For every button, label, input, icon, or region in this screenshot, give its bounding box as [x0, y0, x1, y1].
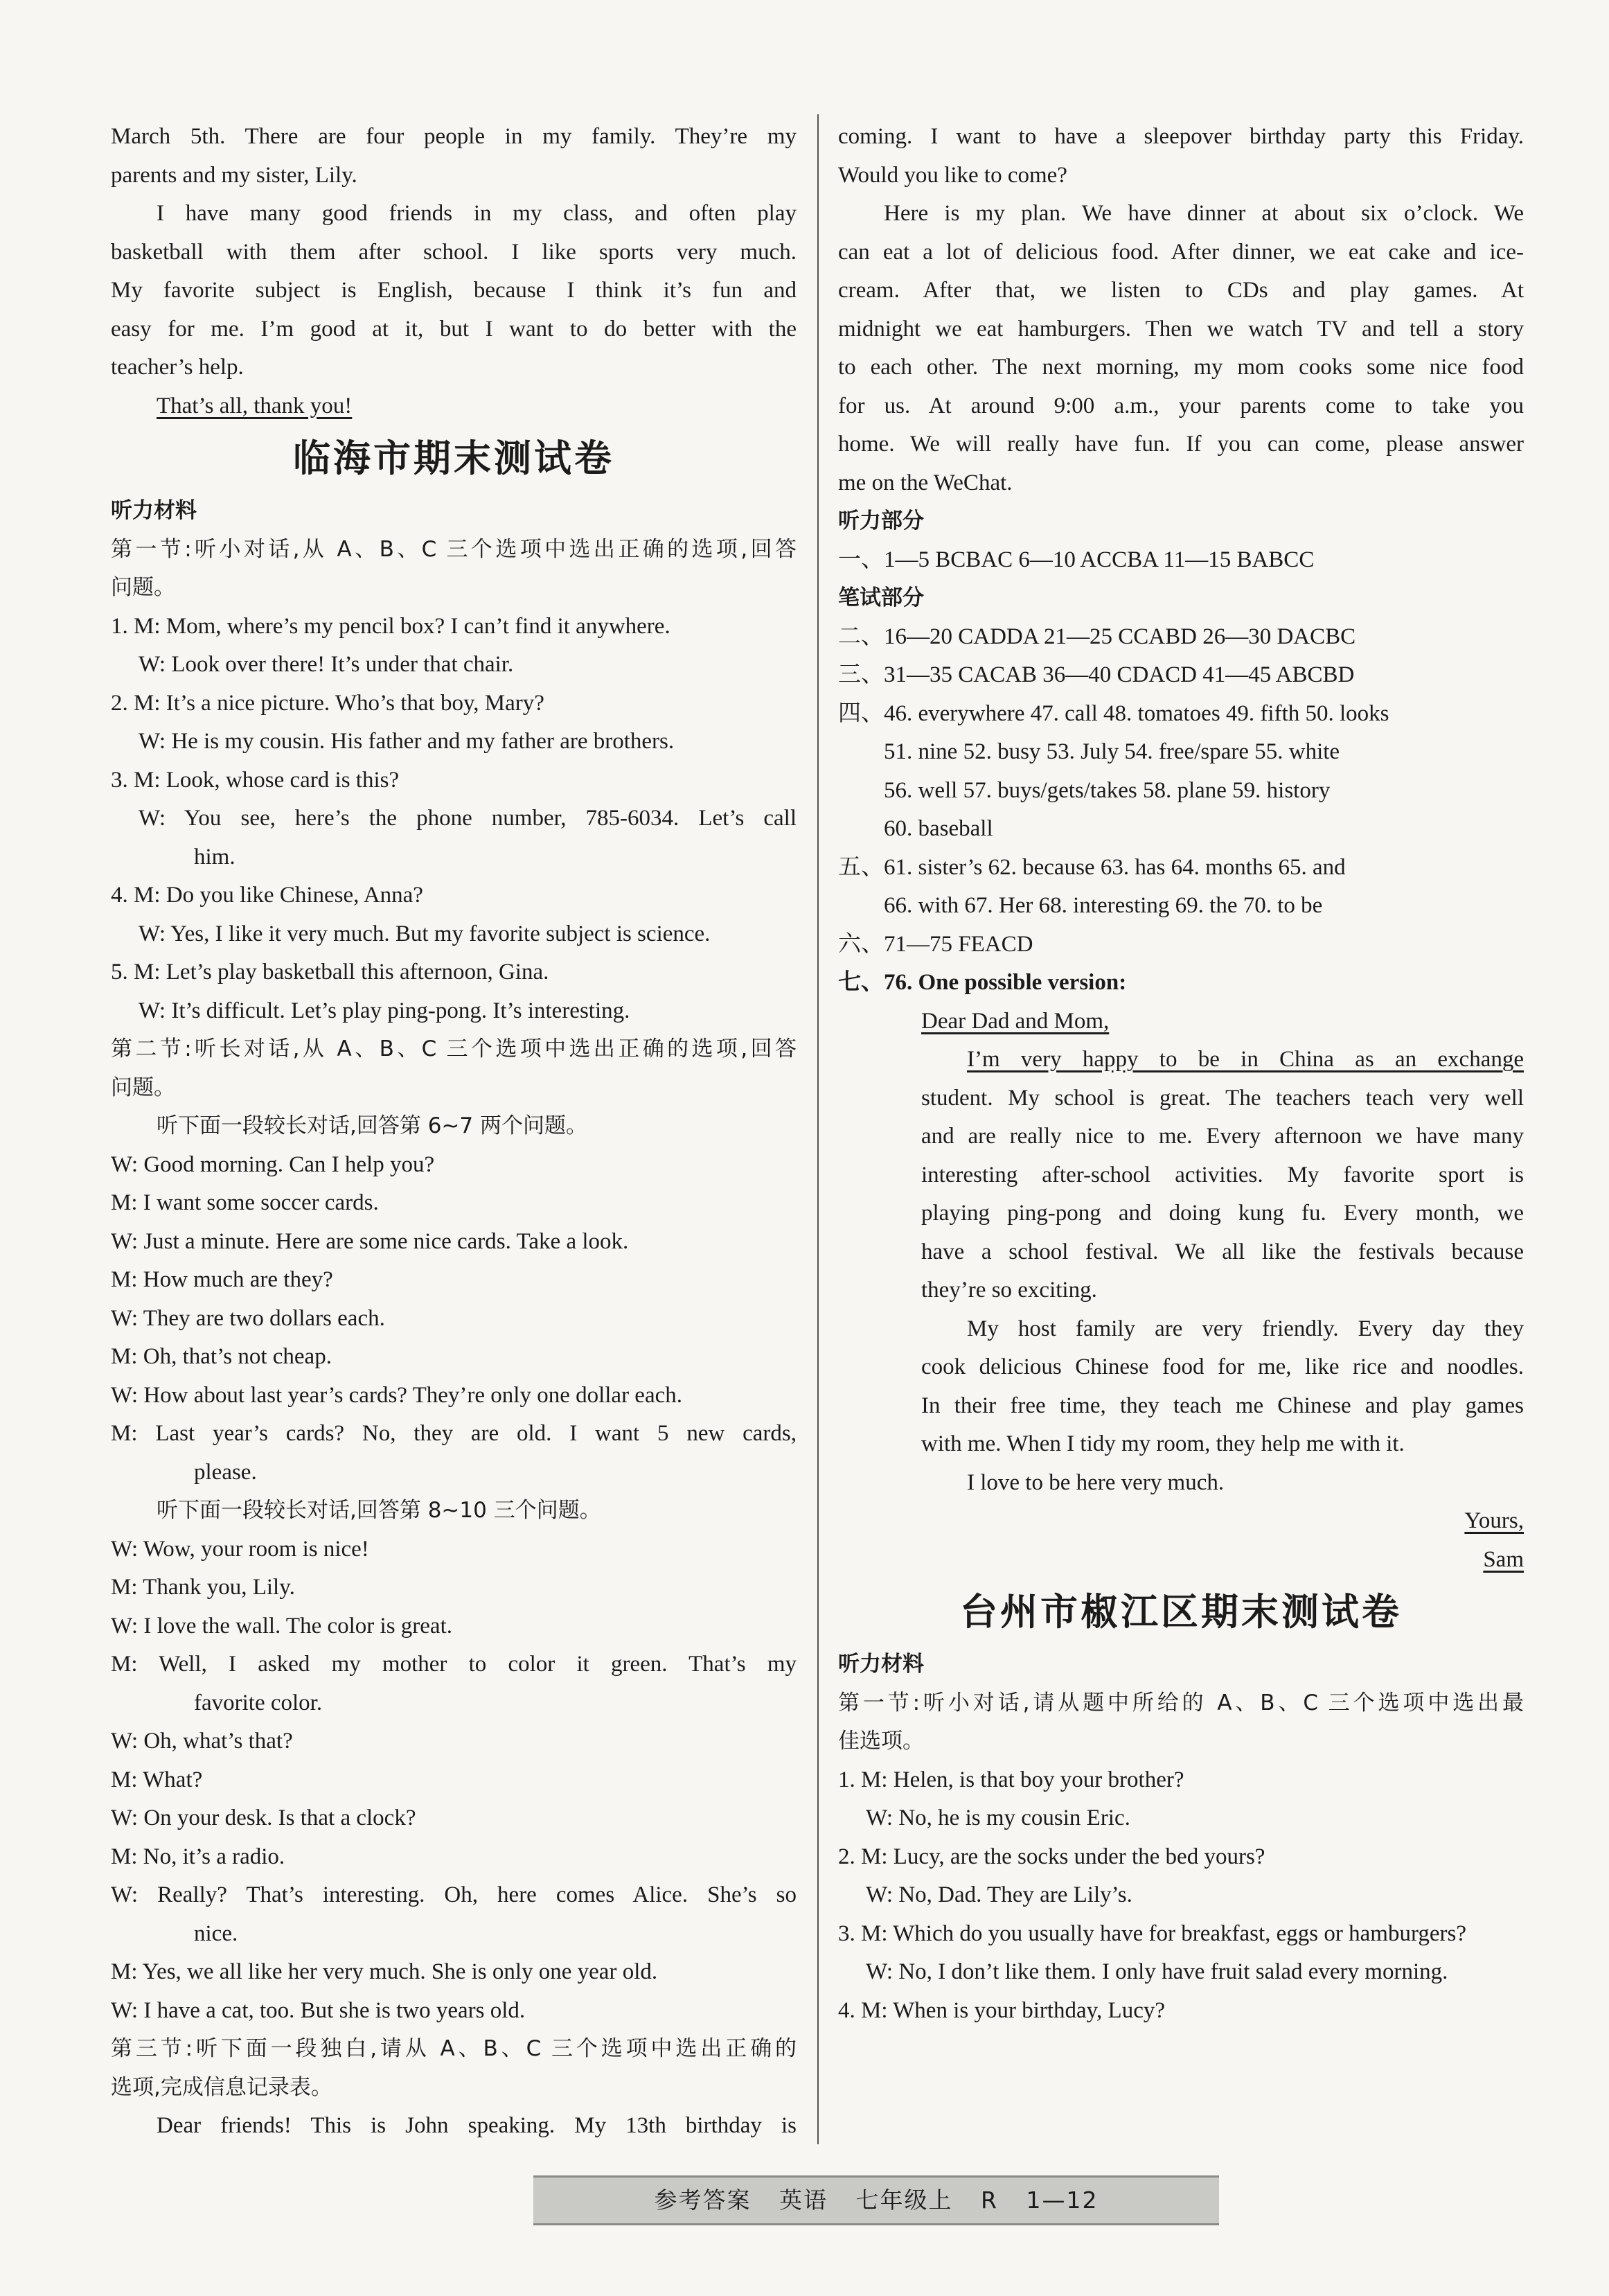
- left-text-line: 听下面一段较长对话,回答第 8~10 三个问题。: [157, 1498, 601, 1523]
- left-text-line: W: On your desk. Is that a clock?: [111, 1805, 416, 1830]
- right-text-line: I love to be here very much.: [967, 1469, 1225, 1495]
- left-text-line: 第三节:听下面一段独白,请从 A、B、C 三个选项中选出正确的: [111, 2036, 797, 2061]
- left-text-line: W: Oh, what’s that?: [111, 1729, 293, 1754]
- right-text-line: My host family are very friendly. Every day they: [967, 1316, 1524, 1341]
- right-text-line: 六、71—75 FEACD: [838, 931, 1033, 957]
- page-footer: [533, 2175, 1219, 2225]
- footer-label: 参考答案: [654, 2187, 752, 2214]
- left-text-line: W: Wow, your room is nice!: [111, 1536, 369, 1562]
- right-text-line: interesting after-school activities. My favorite sport is: [921, 1162, 1524, 1187]
- right-column: [838, 118, 1524, 2030]
- right-text-line: 第一节:听小对话,请从题中所给的 A、B、C 三个选项中选出最: [838, 1690, 1524, 1715]
- right-text-line: have a school festival. We all like the festivals because: [921, 1239, 1524, 1264]
- right-text-line: 三、31—35 CACAB 36—40 CDACD 41—45 ABCBD: [838, 662, 1355, 687]
- left-text-line: M: Well, I asked my mother to color it green. That’s my: [111, 1652, 797, 1677]
- section-title: 临海市期末测试卷: [293, 436, 614, 480]
- left-text-line: W: I love the wall. The color is great.: [111, 1613, 453, 1639]
- left-text-line: M: What?: [111, 1767, 203, 1792]
- right-text-line: to each other. The next morning, my mom cooks some nice food: [838, 355, 1524, 380]
- right-text-line: 听力材料: [838, 1652, 924, 1677]
- right-text-line: W: No, I don’t like them. I only have fruit salad every morning.: [866, 1959, 1448, 1984]
- right-text-line: me on the WeChat.: [838, 470, 1013, 495]
- right-text-line: 笔试部分: [838, 585, 924, 610]
- right-text-line: 3. M: Which do you usually have for breakfast, eggs or hamburgers?: [838, 1920, 1466, 1946]
- left-text-line: I have many good friends in my class, and often play: [157, 201, 797, 226]
- right-text-line: 听力部分: [838, 509, 924, 533]
- left-text-line: W: Really? That’s interesting. Oh, here comes Alice. She’s so: [111, 1882, 797, 1907]
- left-text-line: 听力材料: [111, 498, 197, 523]
- right-text-line: 二、16—20 CADDA 21—25 CCABD 26—30 DACBC: [838, 624, 1356, 649]
- left-text-line: parents and my sister, Lily.: [111, 162, 357, 188]
- left-text-line: favorite color.: [194, 1690, 323, 1715]
- left-text-line: 问题。: [111, 1075, 175, 1100]
- right-text-line: for us. At around 9:00 a.m., your parents come to take you: [838, 393, 1524, 418]
- left-text-line: 2. M: It’s a nice picture. Who’s that boy, Mary?: [111, 690, 544, 716]
- column-divider: [817, 114, 819, 2144]
- left-text-line: 3. M: Look, whose card is this?: [111, 767, 400, 793]
- left-text-line: 1. M: Mom, where’s my pencil box? I can’t find it anywhere.: [111, 613, 670, 639]
- left-text-line: teacher’s help.: [111, 355, 244, 380]
- left-text-line: nice.: [194, 1920, 238, 1946]
- left-text-line: M: Thank you, Lily.: [111, 1575, 295, 1600]
- right-text-line: student. My school is great. The teachers teach very well: [921, 1085, 1524, 1111]
- left-text-line: easy for me. I’m good at it, but I want to do better with the: [111, 316, 797, 342]
- left-text-line: W: How about last year’s cards? They’re only one dollar each.: [111, 1382, 682, 1408]
- section-title: 台州市椒江区期末测试卷: [960, 1590, 1402, 1634]
- left-text-line: W: It’s difficult. Let’s play ping-pong. It’s interesting.: [139, 998, 630, 1023]
- right-text-line: midnight we eat hamburgers. Then we watch TV and tell a story: [838, 316, 1524, 342]
- left-text-line: W: Good morning. Can I help you?: [111, 1151, 435, 1177]
- right-text-line: with me. When I tidy my room, they help me with it.: [921, 1431, 1405, 1456]
- left-text-line: W: He is my cousin. His father and my father are brothers.: [139, 729, 675, 754]
- left-text-line: March 5th. There are four people in my family. They’re my: [111, 124, 797, 149]
- left-text-line: 第一节:听小对话,从 A、B、C 三个选项中选出正确的选项,回答: [111, 536, 797, 562]
- right-text-line: 51. nine 52. busy 53. July 54. free/spare 55. white: [884, 739, 1340, 764]
- left-text-line: 4. M: Do you like Chinese, Anna?: [111, 883, 423, 908]
- right-text-line: Here is my plan. We have dinner at about six o’clock. We: [884, 201, 1524, 226]
- left-text-line: W: Look over there! It’s under that chair.: [139, 652, 514, 677]
- right-text-line: In their free time, they teach me Chinese and play games: [921, 1393, 1524, 1418]
- left-text-line: W: Yes, I like it very much. But my favorite subject is science.: [139, 921, 711, 946]
- right-text-line: Sam: [1483, 1546, 1524, 1572]
- left-text-line: M: Oh, that’s not cheap.: [111, 1344, 332, 1369]
- right-text-line: 56. well 57. buys/gets/takes 58. plane 59. history: [884, 777, 1331, 803]
- left-text-line: 第二节:听长对话,从 A、B、C 三个选项中选出正确的选项,回答: [111, 1036, 797, 1061]
- footer-grade: 七年级上: [855, 2187, 953, 2214]
- left-text-line: basketball with them after school. I like sports very much.: [111, 239, 797, 265]
- left-text-line: M: Yes, we all like her very much. She is only one year old.: [111, 1959, 658, 1984]
- left-text-line: My favorite subject is English, because I think it’s fun and: [111, 278, 797, 303]
- left-text-line: him.: [194, 844, 235, 869]
- left-text-line: That’s all, thank you!: [157, 393, 353, 418]
- right-text-line: and are really nice to me. Every afternoon we have many: [921, 1124, 1524, 1149]
- right-text-line: they’re so exciting.: [921, 1278, 1097, 1302]
- right-text-line: 66. with 67. Her 68. interesting 69. the 70. to be: [884, 893, 1323, 918]
- right-text-line: can eat a lot of delicious food. After dinner, we eat cake and ice-: [838, 239, 1524, 265]
- footer-page-number: 1—12: [1026, 2187, 1099, 2214]
- right-text-line: 一、1—5 BCBAC 6—10 ACCBA 11—15 BABCC: [838, 547, 1315, 572]
- right-text-line: playing ping-pong and doing kung fu. Every month, we: [921, 1201, 1524, 1226]
- left-text-line: 听下面一段较长对话,回答第 6~7 两个问题。: [157, 1113, 587, 1138]
- left-text-line: W: They are two dollars each.: [111, 1305, 385, 1331]
- footer-subject: 英语: [779, 2187, 828, 2214]
- right-text-line: home. We will really have fun. If you can come, please answer: [838, 432, 1524, 457]
- right-text-line: cream. After that, we listen to CDs and play games. At: [838, 278, 1524, 303]
- right-text-line: 2. M: Lucy, are the socks under the bed yours?: [838, 1844, 1265, 1869]
- right-text-line: 五、61. sister’s 62. because 63. has 64. months 65. and: [838, 854, 1346, 880]
- left-text-line: 5. M: Let’s play basketball this afternoon, Gina.: [111, 960, 549, 984]
- right-text-line: coming. I want to have a sleepover birthday party this Friday.: [838, 124, 1524, 149]
- right-text-line: I’m very happy to be in China as an exchange: [967, 1047, 1524, 1072]
- left-text-line: please.: [194, 1459, 257, 1485]
- right-text-line: W: No, Dad. They are Lily’s.: [866, 1882, 1132, 1907]
- right-text-line: 七、76. One possible version:: [838, 970, 1127, 995]
- left-text-line: 问题。: [111, 575, 175, 600]
- right-text-line: 4. M: When is your birthday, Lucy?: [838, 1997, 1165, 2023]
- left-text-line: W: You see, here’s the phone number, 785-6034. Let’s call: [139, 806, 797, 831]
- left-text-line: W: I have a cat, too. But she is two years old.: [111, 1997, 526, 2023]
- left-text-line: Dear friends! This is John speaking. My 13th birthday is: [157, 2113, 797, 2138]
- right-text-line: W: No, he is my cousin Eric.: [866, 1805, 1130, 1830]
- left-text-line: W: Just a minute. Here are some nice cards. Take a look.: [111, 1228, 629, 1254]
- right-text-line: 1. M: Helen, is that boy your brother?: [838, 1767, 1184, 1792]
- left-text-line: M: No, it’s a radio.: [111, 1844, 285, 1869]
- right-text-line: 四、46. everywhere 47. call 48. tomatoes 49. fifth 50. looks: [838, 700, 1389, 726]
- right-text-line: 佳选项。: [838, 1729, 924, 1754]
- right-text-line: Would you like to come?: [838, 162, 1067, 188]
- right-text-line: Yours,: [1464, 1508, 1524, 1533]
- right-text-line: 60. baseball: [884, 816, 993, 841]
- right-text-line: cook delicious Chinese food for me, like rice and noodles.: [921, 1354, 1524, 1379]
- footer-edition: R: [981, 2187, 998, 2214]
- left-column: [111, 118, 797, 2146]
- left-text-line: M: How much are they?: [111, 1267, 333, 1292]
- left-text-line: M: I want some soccer cards.: [111, 1190, 379, 1215]
- left-text-line: 选项,完成信息记录表。: [111, 2074, 332, 2100]
- left-text-line: M: Last year’s cards? No, they are old. I want 5 new cards,: [111, 1421, 797, 1446]
- right-text-line: Dear Dad and Mom,: [921, 1008, 1110, 1034]
